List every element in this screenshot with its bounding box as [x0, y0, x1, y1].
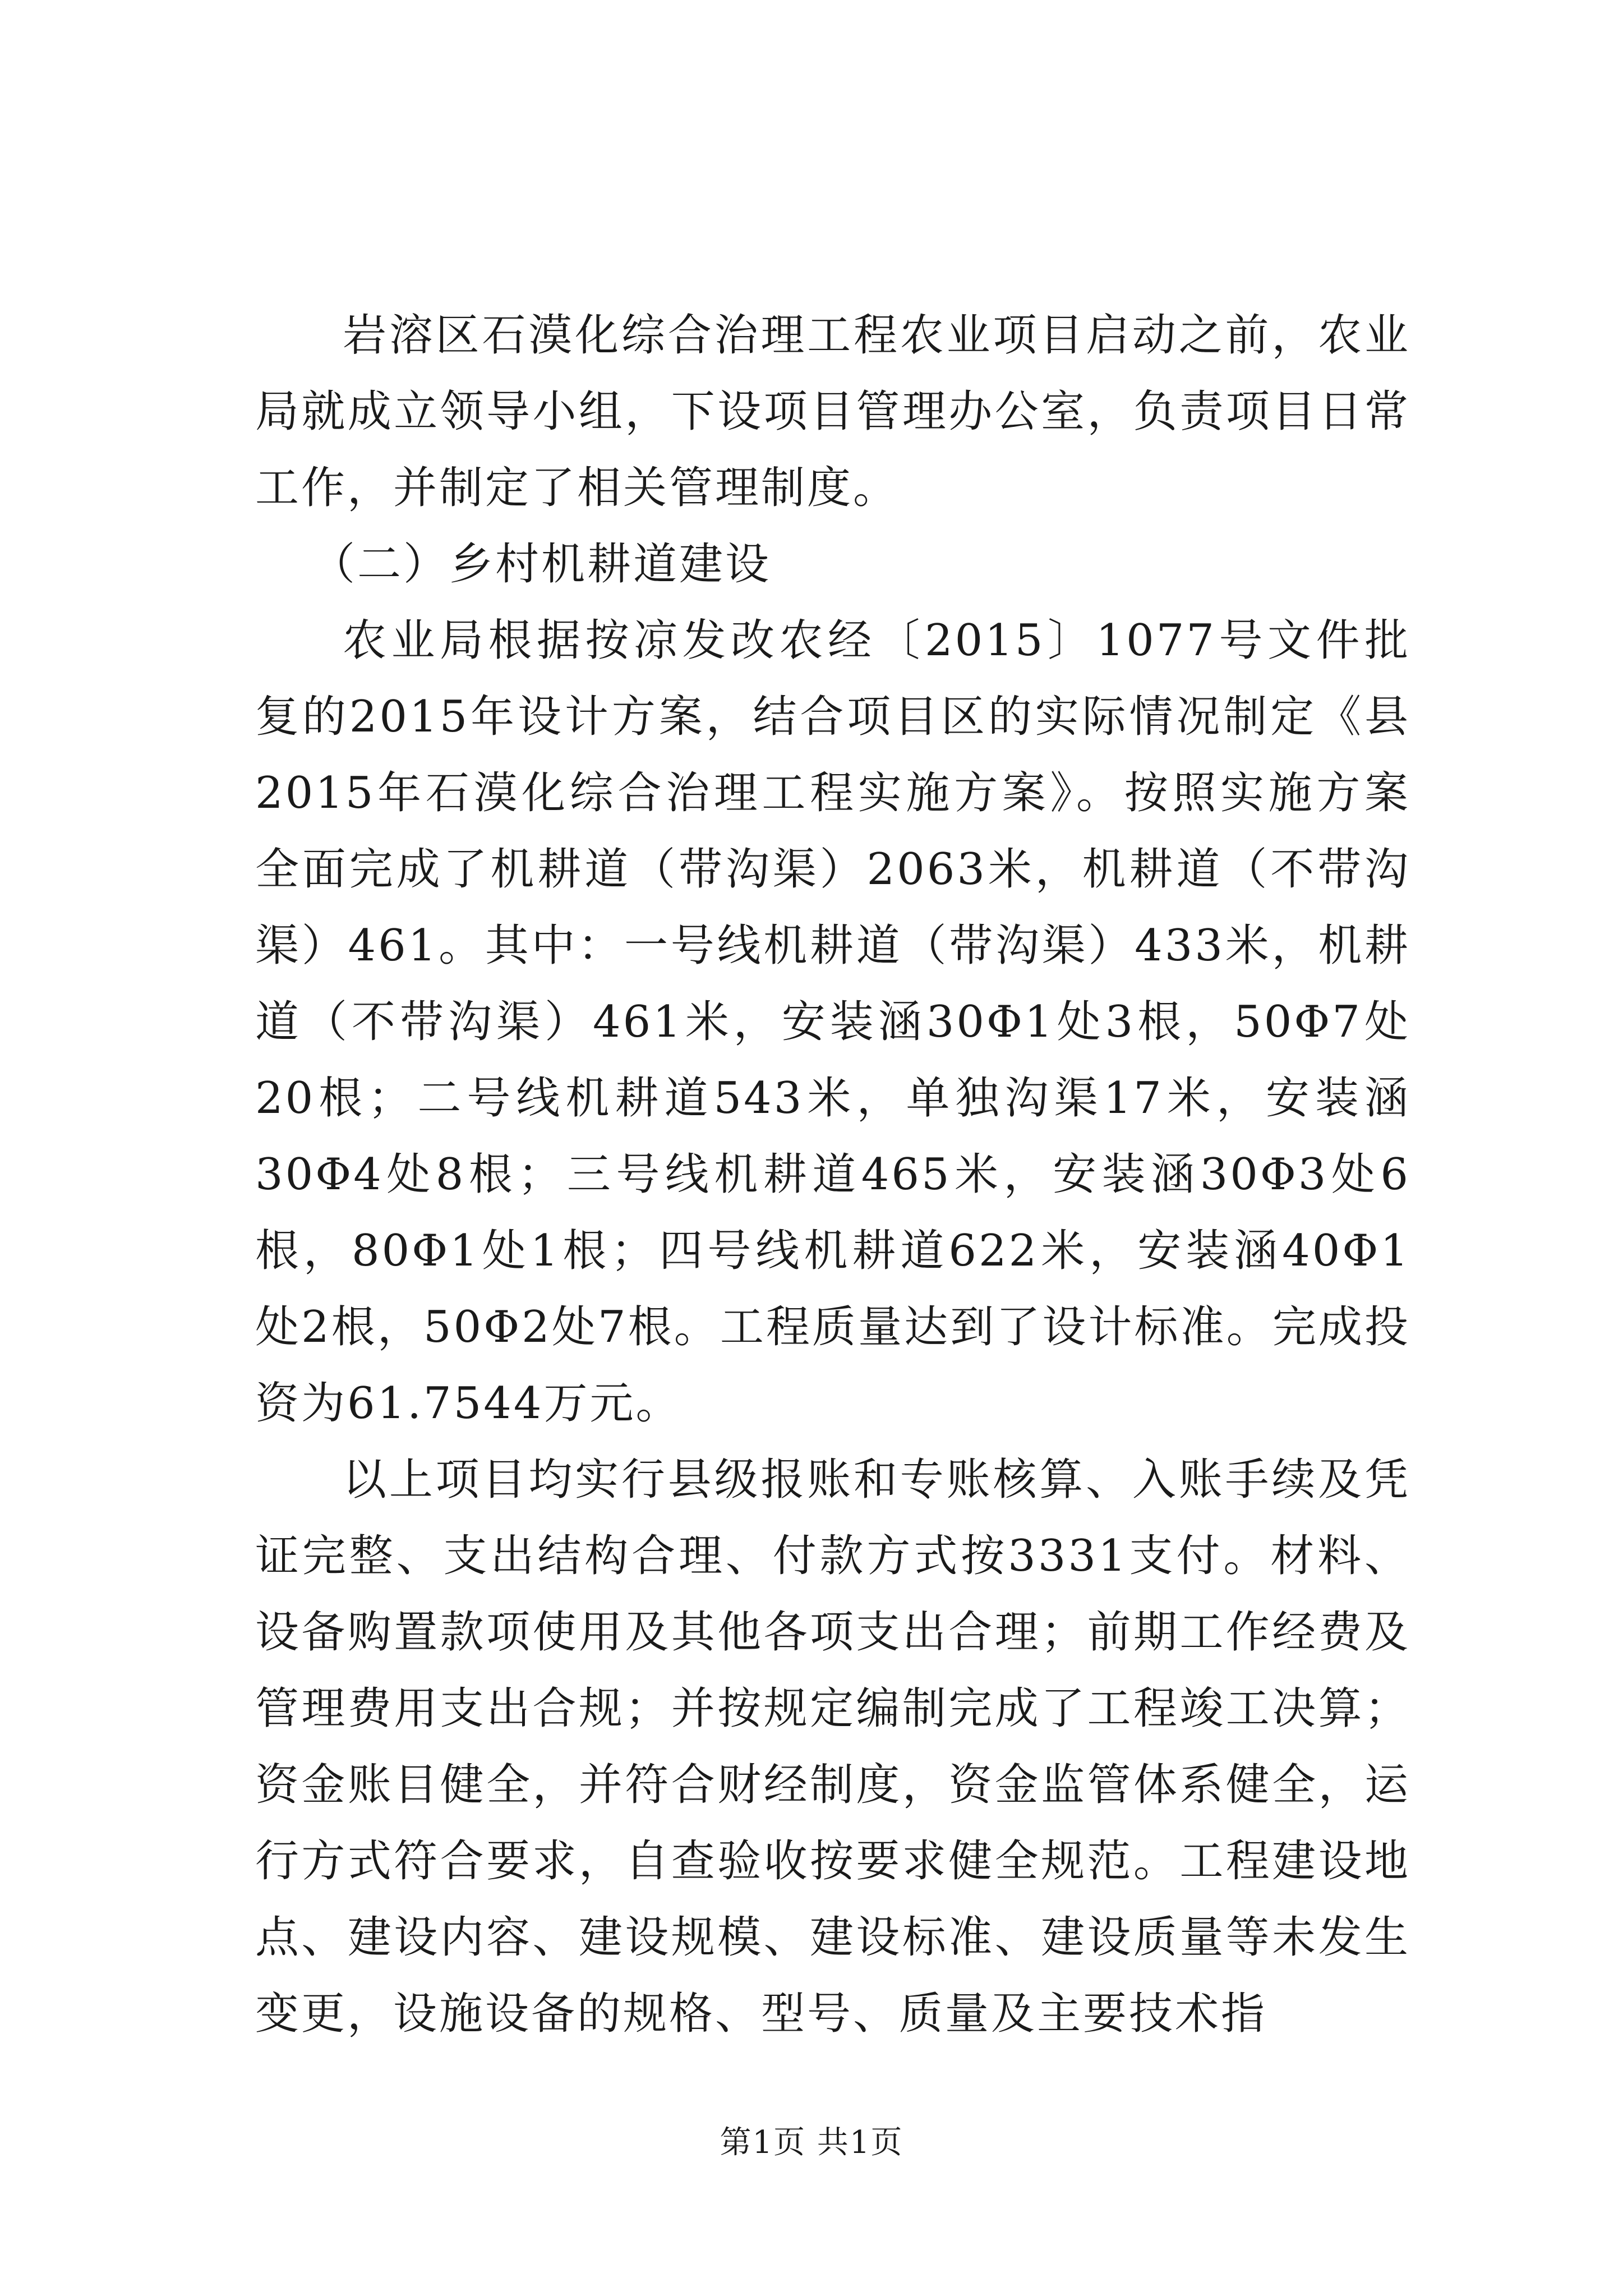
- paragraph-road-construction: 农业局根据按凉发改农经〔2015〕1077号文件批复的2015年设计方案，结合项目区的实际情况制定《县2015年石漠化综合治理工程实施方案》。按照实施方案全面完成了机耕道（带沟渠）2063米，机耕道（不带沟渠）461。其中：一号线机耕道（带沟渠）433米，机耕道（不带沟渠）461米，安装涵30Φ1处3根，50Φ7处20根；二号线机耕道543米，单独沟渠17米，安装涵30Φ4处8根；三号线机耕道465米，安装涵30Φ3处6根，80Φ1处1根；四号线机耕道622米，安装涵40Φ1处2根，50Φ2处7根。工程质量达到了设计标准。完成投资为61.7544万元。: [255, 615, 1410, 1429]
- paragraph-project-setup: 岩溶区石漠化综合治理工程农业项目启动之前，农业局就成立领导小组，下设项目管理办公室，负责项目日常工作，并制定了相关管理制度。: [255, 310, 1410, 513]
- document-body: [255, 297, 1410, 2052]
- section-heading-rural-road: （二）乡村机耕道建设: [311, 539, 772, 590]
- paragraph-accounting: 以上项目均实行县级报账和专账核算、入账手续及凭证完整、支出结构合理、付款方式按3331支付。材料、设备购置款项使用及其他各项支出合理；前期工作经费及管理费用支出合规；并按规定编制完成了工程竣工决算；资金账目健全，并符合财经制度，资金监管体系健全，运行方式符合要求，自查验收按要求健全规范。工程建设地点、建设内容、建设规模、建设标准、建设质量等未发生变更，设施设备的规格、型号、质量及主要技术指: [255, 1455, 1410, 2039]
- page-footer: 第1页 共1页: [720, 2124, 903, 2161]
